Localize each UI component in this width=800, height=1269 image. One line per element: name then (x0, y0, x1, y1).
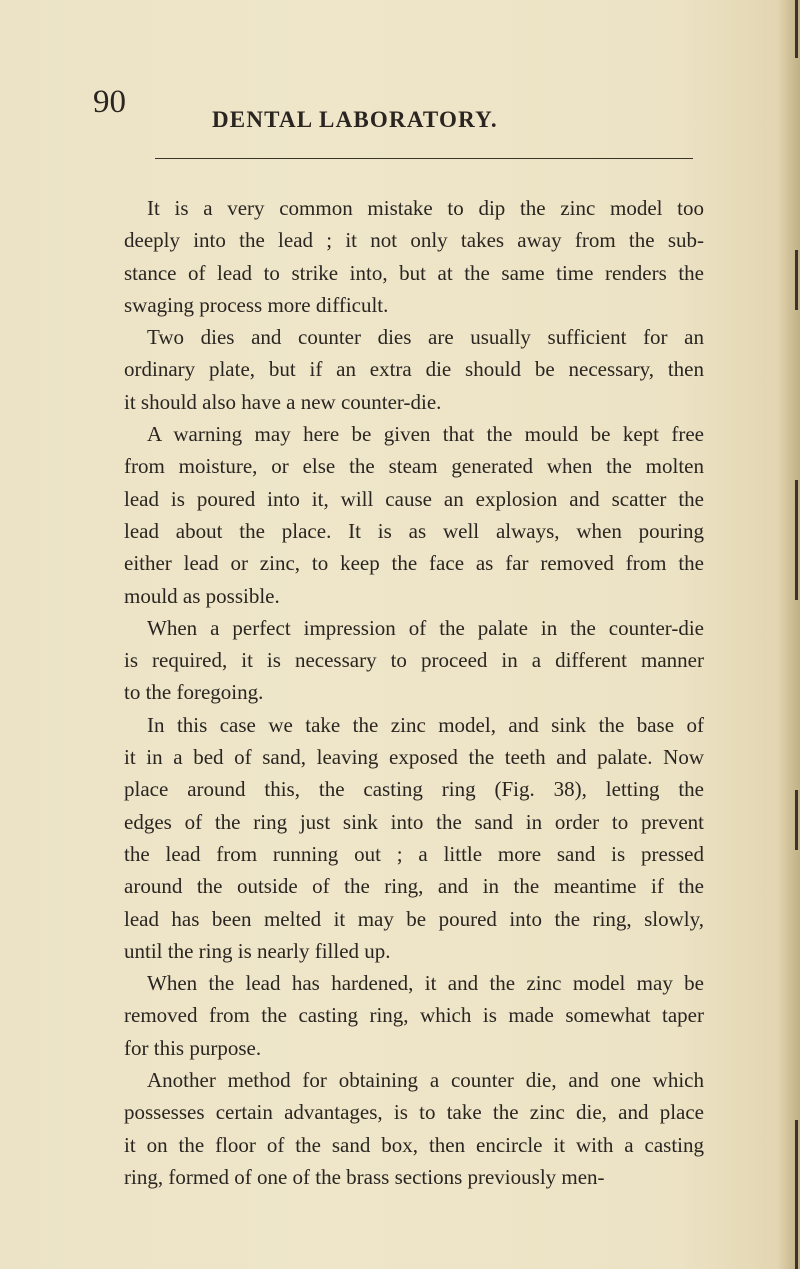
text-line: In this case we take the zinc model, and sink the base of (147, 712, 704, 737)
text-line: stance of lead to strike into, but at the same time renders the (124, 260, 704, 285)
text-line: the lead from running out ; a little more sand is pressed (124, 841, 704, 866)
text-line: possesses certain advantages, is to take the zinc die, and place (124, 1100, 704, 1125)
text-line: it in a bed of sand, leaving exposed the teeth and palate. Now (124, 745, 704, 770)
text-line: Two dies and counter dies are usually sufficient for an (147, 325, 704, 350)
page-edge-shadow (778, 0, 800, 1269)
text-line: removed from the casting ring, which is made somewhat taper (124, 1003, 704, 1028)
page-edge-mark (795, 1120, 798, 1269)
text-line: It is a very common mistake to dip the zinc model too (147, 196, 704, 220)
text-line: ordinary plate, but if an extra die should be necessary, then (124, 357, 704, 382)
text-line: ring, formed of one of the brass sections previously men- (124, 1164, 605, 1189)
page-edge-mark (795, 790, 798, 850)
text-line: it should also have a new counter-die. (124, 389, 442, 414)
running-title: DENTAL LABORATORY. (212, 107, 498, 132)
text-line: until the ring is nearly filled up. (124, 938, 391, 963)
text-line: edges of the ring just sink into the sand in order to prevent (124, 809, 704, 834)
text-line: A warning may here be given that the mould be kept free (147, 422, 704, 447)
text-line: it on the floor of the sand box, then encircle it with a casting (124, 1132, 704, 1157)
text-line: deeply into the lead ; it not only takes away from the sub- (124, 228, 704, 253)
body-text (124, 192, 704, 1193)
text-line: Another method for obtaining a counter die, and one which (147, 1068, 704, 1093)
header-rule (155, 158, 693, 159)
page-number: 90 (93, 84, 126, 120)
text-line: to the foregoing. (124, 680, 264, 705)
text-line: for this purpose. (124, 1035, 262, 1060)
page-edge-mark (795, 0, 798, 58)
text-line: When the lead has hardened, it and the zinc model may be (147, 971, 704, 996)
text-line: lead about the place. It is as well always, when pouring (124, 518, 704, 543)
text-line: is required, it is necessary to proceed in a different manner (124, 648, 704, 673)
text-line: swaging process more difficult. (124, 292, 389, 317)
text-line: mould as possible. (124, 583, 280, 608)
text-line: lead is poured into it, will cause an explosion and scatter the (124, 486, 704, 511)
text-line: from moisture, or else the steam generated when the molten (124, 454, 704, 479)
text-line: around the outside of the ring, and in the meantime if the (124, 874, 704, 899)
text-line: place around this, the casting ring (Fig. 38), letting the (124, 777, 704, 802)
text-line: When a perfect impression of the palate in the counter-die (147, 615, 704, 640)
page-edge-mark (795, 250, 798, 310)
page-edge-mark (795, 480, 798, 600)
text-line: either lead or zinc, to keep the face as far removed from the (124, 551, 704, 576)
text-line: lead has been melted it may be poured into the ring, slowly, (124, 906, 704, 931)
